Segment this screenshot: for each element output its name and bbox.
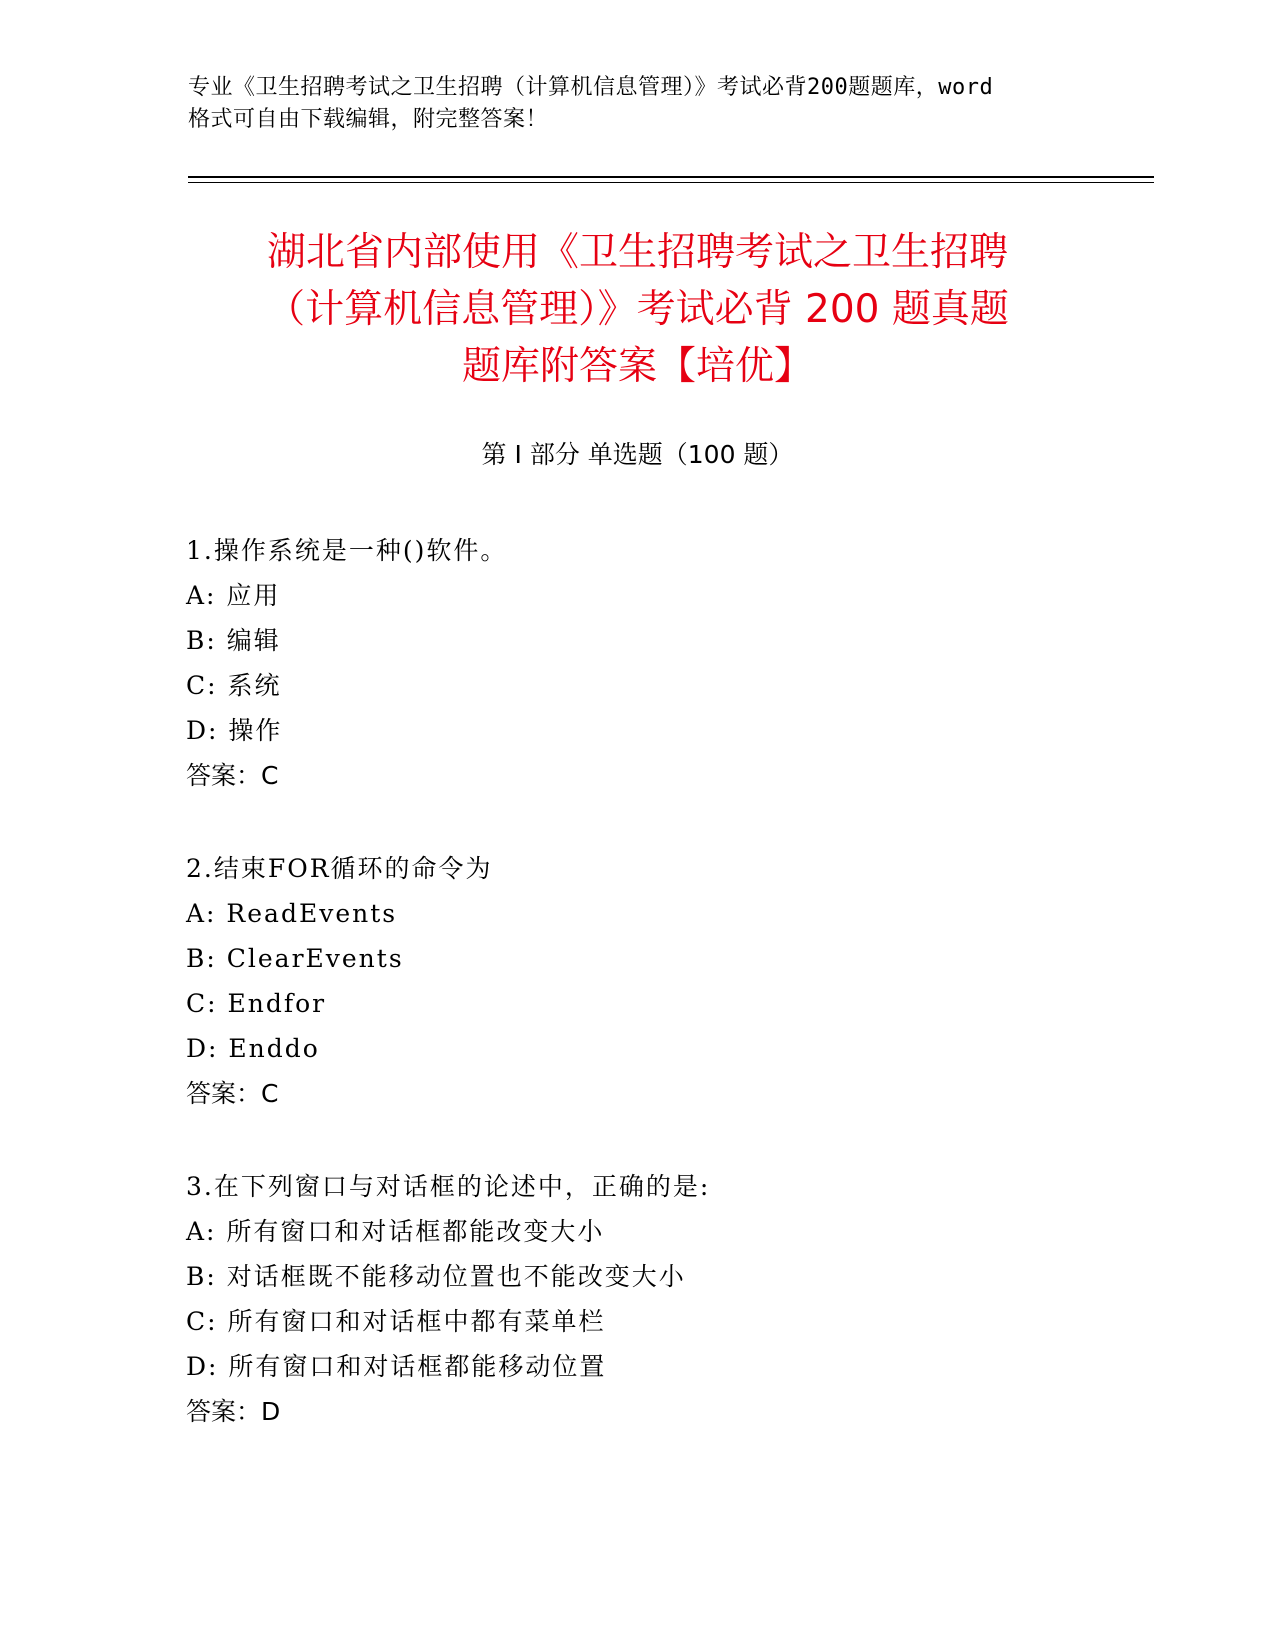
option-b: B: 对话框既不能移动位置也不能改变大小: [186, 1262, 686, 1291]
option-a: A: 应用: [186, 581, 281, 610]
header-divider-thin: [188, 182, 1154, 183]
answer: 答案：D: [186, 1397, 281, 1426]
option-d: D: Enddo: [186, 1034, 320, 1063]
header-divider-thick: [188, 176, 1154, 178]
answer: 答案：C: [186, 1079, 279, 1108]
answer: 答案：C: [186, 761, 279, 790]
option-b: B: 编辑: [186, 626, 281, 655]
option-a: A: ReadEvents: [186, 899, 398, 928]
option-a: A: 所有窗口和对话框都能改变大小: [186, 1217, 605, 1246]
option-d: D: 操作: [186, 716, 283, 745]
document-title-line-1: 湖北省内部使用《卫生招聘考试之卫生招聘: [266, 230, 1008, 275]
question-2: [186, 846, 1136, 1116]
document-title-line-2: （计算机信息管理）》考试必背 200 题真题: [266, 287, 1009, 332]
option-b: B: ClearEvents: [186, 944, 404, 973]
question-3: [186, 1164, 1136, 1434]
option-c: C: 系统: [186, 671, 282, 700]
header-note-line-1: 专业《卫生招聘考试之卫生招聘（计算机信息管理）》考试必背200题题库，word: [188, 75, 994, 100]
section-heading: 第 I 部分 单选题（100 题）: [481, 440, 794, 469]
question-1: [186, 528, 1136, 798]
option-d: D: 所有窗口和对话框都能移动位置: [186, 1352, 607, 1381]
question-stem: 1.操作系统是一种()软件。: [186, 536, 508, 565]
option-c: C: Endfor: [186, 989, 327, 1018]
header-note: [188, 72, 1088, 136]
header-note-line-2: 格式可自由下载编辑，附完整答案！: [188, 107, 549, 132]
question-stem: 3.在下列窗口与对话框的论述中，正确的是:: [186, 1172, 711, 1201]
document-title-line-3: 题库附答案【培优】: [461, 344, 813, 389]
question-stem: 2.结束FOR循环的命令为: [186, 854, 493, 883]
document-title: [170, 224, 1105, 395]
option-c: C: 所有窗口和对话框中都有菜单栏: [186, 1307, 606, 1336]
